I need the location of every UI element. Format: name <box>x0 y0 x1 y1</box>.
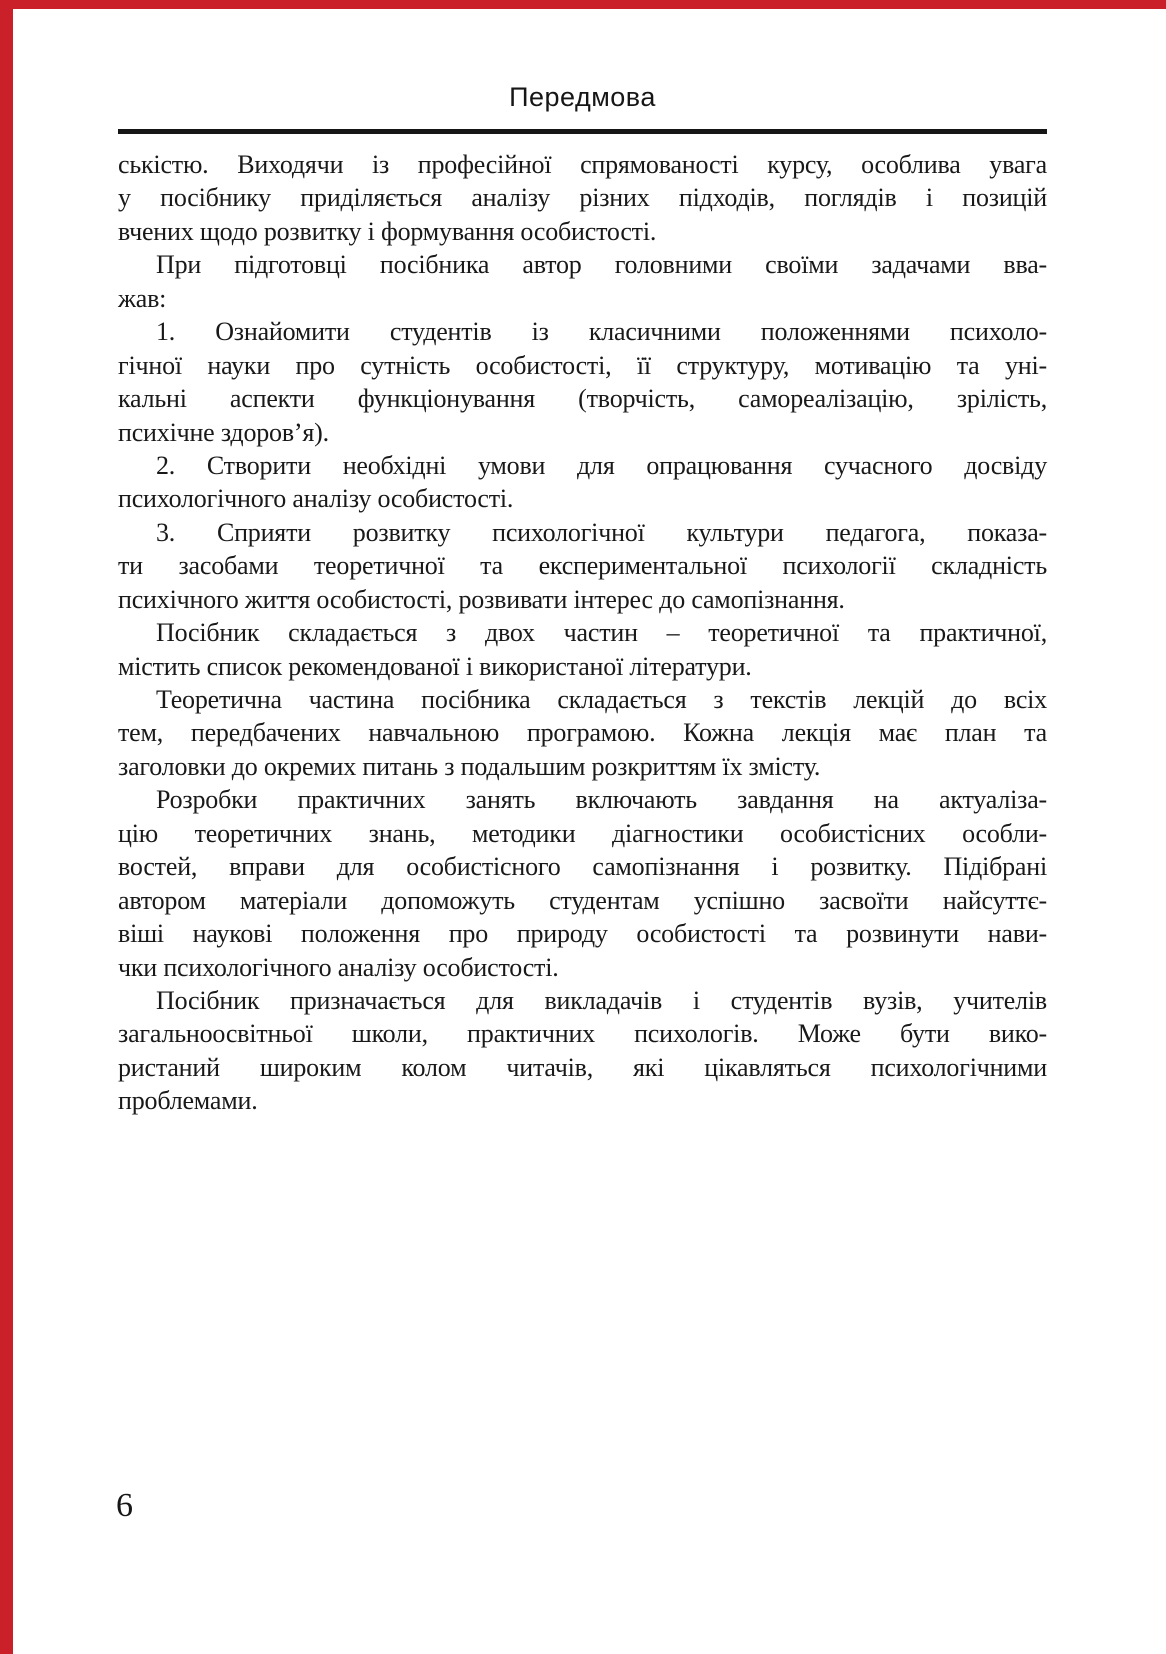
text-line: Посібник призначається для викладачів і студентів вузів, учителів <box>156 985 1047 1015</box>
paragraph <box>118 683 1047 783</box>
paragraph <box>118 315 1047 449</box>
text-line: ти засобами теоретичної та експериментальної психології складність <box>118 551 1047 581</box>
header-rule <box>118 129 1047 134</box>
page-number: 6 <box>116 1487 133 1524</box>
text-line: ристаний широким колом читачів, які цікавляться психологічними <box>118 1052 1047 1082</box>
text-line: проблемами. <box>118 1086 258 1116</box>
paragraph <box>118 984 1047 1118</box>
text-line: 3. Сприяти розвитку психологічної культури педагога, показа- <box>156 517 1047 547</box>
text-line: Посібник складається з двох частин – теоретичної та практичної, <box>156 618 1047 648</box>
paragraph <box>118 248 1047 315</box>
text-line: заголовки до окремих питань з подальшим розкриттям їх змісту. <box>118 751 821 781</box>
text-line: кальні аспекти функціонування (творчість, самореалізацію, зрілість, <box>118 384 1047 414</box>
text-line: Теоретична частина посібника складається з текстів лекцій до всіх <box>156 685 1047 714</box>
text-line: у посібнику приділяється аналізу різних підходів, поглядів і позицій <box>118 183 1047 213</box>
text-line: тем, передбачених навчальною програмою. Кожна лекція має план та <box>118 718 1047 748</box>
text-line: Розробки практичних занять включають завдання на актуаліза- <box>156 785 1047 815</box>
paragraph <box>118 148 1047 248</box>
text-line: автором матеріали допоможуть студентам успішно засвоїти найсуттє- <box>118 885 1047 915</box>
text-line: 2. Створити необхідні умови для опрацювання сучасного досвіду <box>156 450 1047 480</box>
text-line: психічного життя особистості, розвивати інтерес до самопізнання. <box>118 584 845 614</box>
text-line: цію теоретичних знань, методики діагностики особистісних особли- <box>118 818 1047 848</box>
body-text <box>118 148 1047 1118</box>
text-line: жав: <box>118 283 167 313</box>
text-line: віші наукові положення про природу особистості та розвинути нави- <box>118 919 1047 949</box>
paragraph <box>118 783 1047 984</box>
paragraph <box>118 516 1047 616</box>
text-line: При підготовці посібника автор головними своїми задачами вва- <box>156 250 1047 280</box>
text-line: гічної науки про сутність особистості, її структуру, мотивацію та уні- <box>118 350 1047 380</box>
text-line: загальноосвітньої школи, практичних психологів. Може бути вико- <box>118 1019 1047 1049</box>
paragraph <box>118 616 1047 683</box>
text-line: ськістю. Виходячи із професійної спрямованості курсу, особлива увага <box>118 150 1047 179</box>
paragraph <box>118 449 1047 516</box>
running-header: Передмова <box>509 82 656 112</box>
text-line: 1. Ознайомити студентів із класичними положеннями психоло- <box>156 317 1047 347</box>
text-line: психологічного аналізу особистості. <box>118 484 514 514</box>
scan-edge-left <box>0 0 13 1654</box>
text-line: містить список рекомендованої і використаної літератури. <box>118 651 752 681</box>
text-line: психічне здоров’я). <box>118 417 329 447</box>
scan-edge-top <box>0 0 1166 9</box>
text-line: востей, вправи для особистісного самопізнання і розвитку. Підібрані <box>118 852 1047 882</box>
text-line: чки психологічного аналізу особистості. <box>118 952 559 982</box>
text-line: вчених щодо розвитку і формування особистості. <box>118 216 657 246</box>
